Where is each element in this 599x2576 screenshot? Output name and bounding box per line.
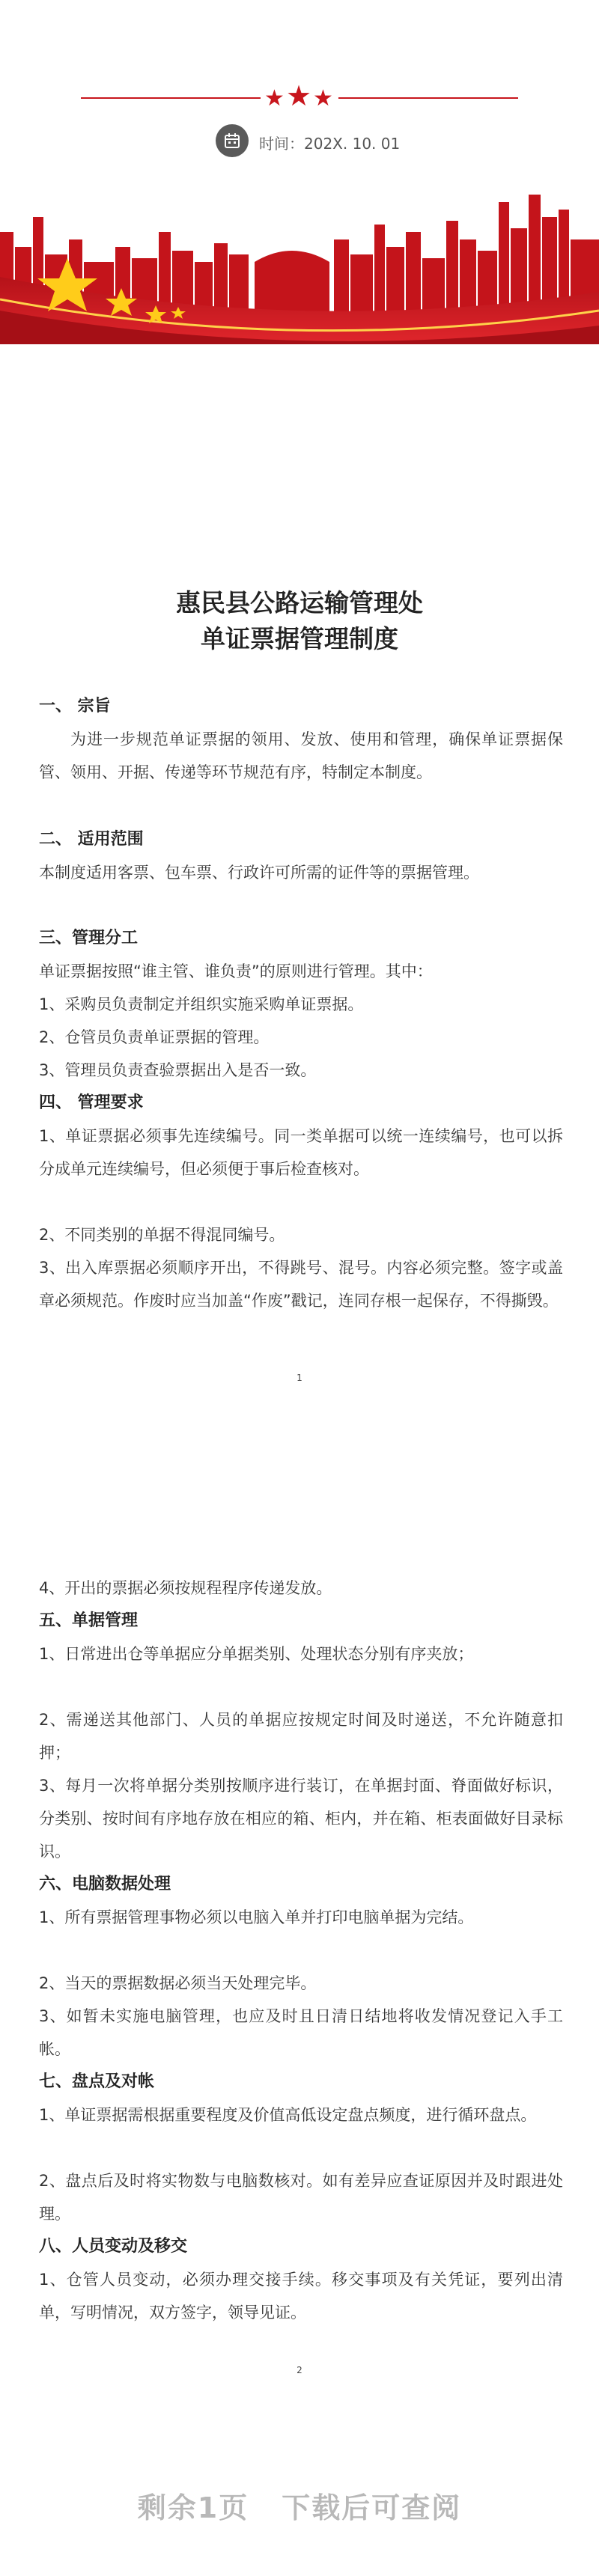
- section-heading: 八、人员变动及移交: [39, 2237, 188, 2256]
- section-heading: 一、 宗旨: [39, 697, 111, 715]
- paragraph: 3、每月一次将单据分类别按顺序进行装订，在单据封面、脊面做好标识，分类别、按时间有序地存放在相应的箱、柜内，并在箱、柜表面做好目录标识。: [39, 1777, 563, 1861]
- document-title: 惠民县公路运输管理处: [176, 588, 423, 617]
- paragraph: 本制度适用客票、包车票、行政许可所需的证件等的票据管理。: [39, 864, 479, 882]
- download-prompt[interactable]: [0, 2485, 599, 2526]
- document-subtitle: 单证票据管理制度: [201, 624, 398, 653]
- header-rule-left: [81, 97, 261, 99]
- paragraph: 1、所有票据管理事物必须以电脑入单并打印电脑单据为完结。: [39, 1908, 474, 1926]
- paragraph: 3、管理员负责查验票据出入是否一致。: [39, 1061, 317, 1079]
- remaining-pages-label: 剩余1页: [137, 2491, 249, 2524]
- paragraph: 2、盘点后及时将实物数与电脑数核对。如有差异应查证原因并及时跟进处理。: [39, 2172, 563, 2223]
- star-icon: ★: [264, 85, 286, 112]
- section-heading: 五、单据管理: [39, 1611, 139, 1630]
- star-icon: ★: [313, 85, 335, 112]
- header-rule-right: [338, 97, 518, 99]
- paragraph: 3、出入库票据必须顺序开出，不得跳号、混号。内容必须完整。签字或盖章必须规范。作废时应当加盖“作废”戳记，连同存根一起保存，不得撕毁。: [39, 1259, 563, 1310]
- paragraph: 2、当天的票据数据必须当天处理完毕。: [39, 1974, 317, 1992]
- calendar-icon: [216, 124, 249, 157]
- paragraph: 4、开出的票据必须按规程程序传递发放。: [39, 1579, 332, 1597]
- paragraph: 2、不同类别的单据不得混同编号。: [39, 1226, 285, 1244]
- page-number: 2: [297, 2365, 302, 2375]
- paragraph: 1、仓管人员变动，必须办理交接手续。移交事项及有关凭证，要列出清单，写明情况，双方签字，领导见证。: [39, 2271, 563, 2322]
- paragraph: 1、单证票据需根据重要程度及价值高低设定盘点频度，进行循环盘点。: [39, 2106, 537, 2124]
- paragraph: 3、如暂未实施电脑管理，也应及时且日清日结地将收发情况登记入手工帐。: [39, 2007, 563, 2058]
- header-stars: [264, 81, 335, 114]
- section-heading: 六、电脑数据处理: [39, 1875, 171, 1893]
- star-icon: ★: [285, 79, 314, 112]
- section-heading: 三、管理分工: [39, 929, 139, 947]
- paragraph: 1、采购员负责制定并组织实施采购单证票据。: [39, 995, 364, 1013]
- paragraph: 2、仓管员负责单证票据的管理。: [39, 1028, 270, 1046]
- section-heading: 七、盘点及对帐: [39, 2072, 155, 2091]
- paragraph: 2、需递送其他部门、人员的单据应按规定时间及时递送，不允许随意扣押；: [39, 1711, 563, 1762]
- section-heading: 四、 管理要求: [39, 1093, 144, 1112]
- download-to-read-label[interactable]: 下载后可查阅: [282, 2491, 462, 2524]
- paragraph: 1、日常进出仓等单据应分单据类别、处理状态分别有序夹放；: [39, 1645, 474, 1663]
- paragraph: 为进一步规范单证票据的领用、发放、使用和管理，确保单证票据保管、领用、开据、传递等环节规范有序，特制定本制度。: [39, 730, 563, 781]
- city-banner: [0, 187, 599, 344]
- date-label: 时间：202X. 10. 01: [259, 135, 401, 153]
- paragraph: 1、单证票据必须事先连续编号。同一类单据可以统一连续编号，也可以拆分成单元连续编号，但必须便于事后检查核对。: [39, 1127, 563, 1178]
- paragraph: 单证票据按照“谁主管、谁负责”的原则进行管理。其中：: [39, 962, 433, 980]
- section-heading: 二、 适用范围: [39, 830, 144, 849]
- page-number: 1: [297, 1373, 302, 1383]
